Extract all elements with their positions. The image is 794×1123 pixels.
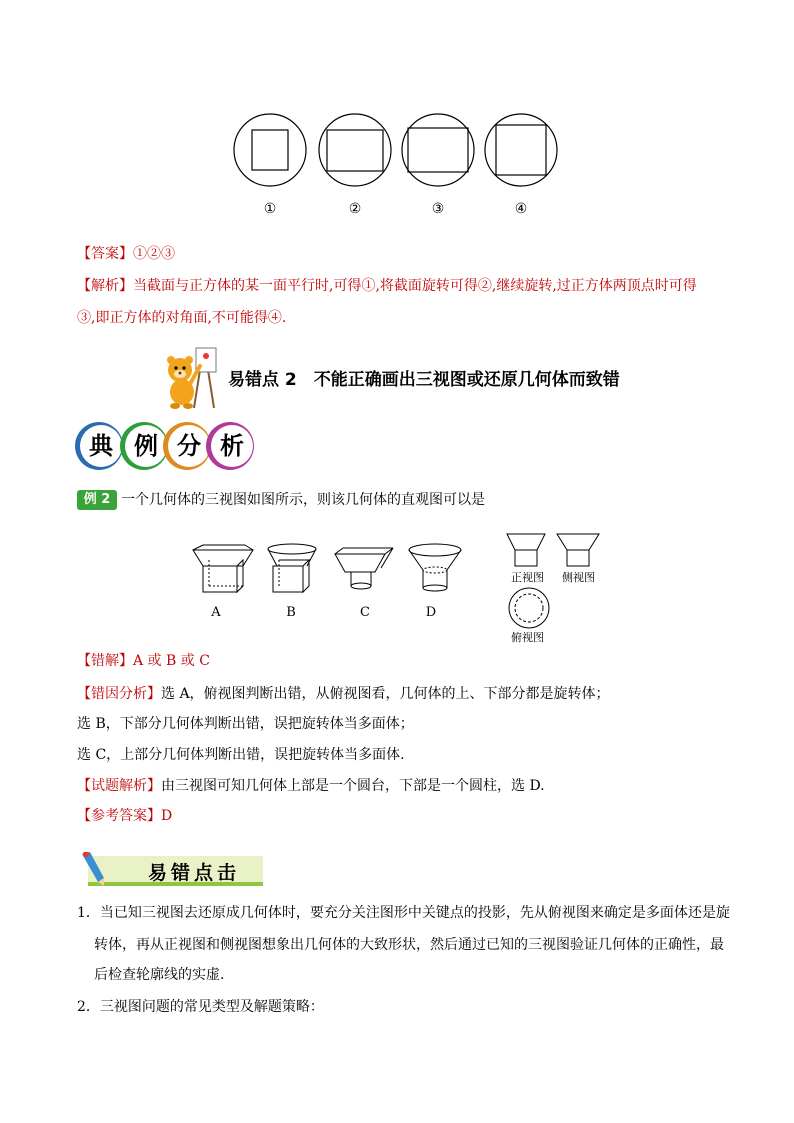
circle-2	[319, 114, 391, 186]
options-figure	[185, 540, 475, 600]
top-view-label: 俯视图	[511, 631, 544, 644]
square-1	[252, 130, 288, 170]
tip-1-line-2: 转体，再从正视图和侧视图想象出几何体的大致形状，然后通过已知的三视图验证几何体的正确性，最	[94, 937, 724, 953]
option-c-shape	[335, 548, 393, 589]
reference-line	[77, 805, 172, 827]
wrong-answer-text: A 或 B 或 C	[133, 653, 210, 669]
tip-1-line-3: 后检查轮廓线的实虚.	[94, 967, 225, 983]
wrong-answer-line	[77, 650, 210, 672]
square-4	[496, 125, 546, 175]
analysis-tag: 【解析】	[77, 278, 133, 294]
section-heading: 易错点 2 不能正确画出三视图或还原几何体而致错	[228, 370, 620, 390]
wrong-analysis-line-2: 选 B，下部分几何体判断出错，误把旋转体当多面体；	[77, 716, 414, 732]
cross-section-figure	[230, 108, 560, 193]
answer-line	[77, 243, 175, 265]
bear-painter-icon	[160, 340, 220, 410]
dianli-char-2: 例	[125, 425, 167, 467]
rect-3	[408, 128, 468, 172]
tip-2-line	[77, 996, 324, 1018]
label-4: ④	[514, 201, 528, 217]
analysis-text-2: ③,即正方体的对角面,不可能得④.	[77, 310, 287, 326]
solution-line	[77, 775, 545, 797]
example-badge: 例 2	[77, 490, 117, 510]
option-a-shape	[193, 545, 253, 592]
side-view-shape	[557, 534, 599, 566]
dianli-char-1: 典	[80, 425, 122, 467]
wrong-analysis-text-1: 选 A，俯视图判断出错，从俯视图看，几何体的上、下部分都是旋转体；	[161, 686, 610, 702]
dianli-char-3: 分	[168, 425, 210, 467]
answer-tag: 【答案】	[77, 246, 133, 262]
option-d-label: D	[425, 605, 437, 620]
front-view-shape	[507, 534, 545, 566]
reference-tag: 【参考答案】	[77, 808, 161, 824]
dianli-circle-2	[120, 422, 168, 470]
solution-text: 由三视图可知几何体上部是一个圆台，下部是一个圆柱，选 D.	[161, 778, 545, 794]
option-d-shape	[409, 544, 461, 591]
option-c-label: C	[360, 605, 370, 620]
top-view-shape	[509, 588, 549, 628]
side-view-label: 侧视图	[562, 571, 595, 584]
example-question: 一个几何体的三视图如图所示，则该几何体的直观图可以是	[121, 492, 485, 508]
front-view-label: 正视图	[511, 571, 544, 584]
label-2: ②	[348, 201, 362, 217]
tip-1-line-1	[77, 902, 730, 924]
option-a-label: A	[211, 605, 221, 620]
circle-3	[402, 114, 474, 186]
option-b-shape	[268, 544, 316, 592]
dianli-circle-1	[75, 422, 123, 470]
tip-2-num: 2．	[77, 999, 100, 1015]
rect-2	[327, 130, 383, 171]
analysis-line-2	[77, 307, 286, 329]
solution-tag: 【试题解析】	[77, 778, 161, 794]
tip-1-num: 1．	[77, 905, 100, 921]
dianli-circle-4	[206, 422, 254, 470]
wrong-analysis-line-1	[77, 683, 610, 705]
tip-2-text: 三视图问题的常见类型及解题策略：	[99, 999, 324, 1015]
wrong-analysis-tag: 【错因分析】	[77, 686, 161, 702]
tip-1-text-1: 当已知三视图去还原成几何体时，要充分关注图形中关键点的投影，先从俯视图来确定是多面体还是旋	[99, 905, 730, 921]
dianli-char-4: 析	[211, 425, 253, 467]
analysis-line-1	[77, 275, 697, 297]
reference-text: D	[161, 808, 173, 824]
wrong-analysis-line-3: 选 C，上部分几何体判断出错，误把旋转体当多面体.	[77, 747, 405, 763]
dianli-circle-3	[163, 422, 211, 470]
option-b-label: B	[286, 605, 296, 620]
circle-1	[234, 114, 306, 186]
wrong-answer-tag: 【错解】	[77, 653, 133, 669]
answer-text: ①②③	[133, 246, 175, 262]
analysis-text-1: 当截面与正方体的某一面平行时,可得①,将截面旋转可得②,继续旋转,过正方体两顶点时可得	[133, 278, 697, 294]
label-3: ③	[431, 201, 445, 217]
tips-banner-text: 易错点击	[148, 862, 241, 884]
label-1: ①	[263, 201, 277, 217]
